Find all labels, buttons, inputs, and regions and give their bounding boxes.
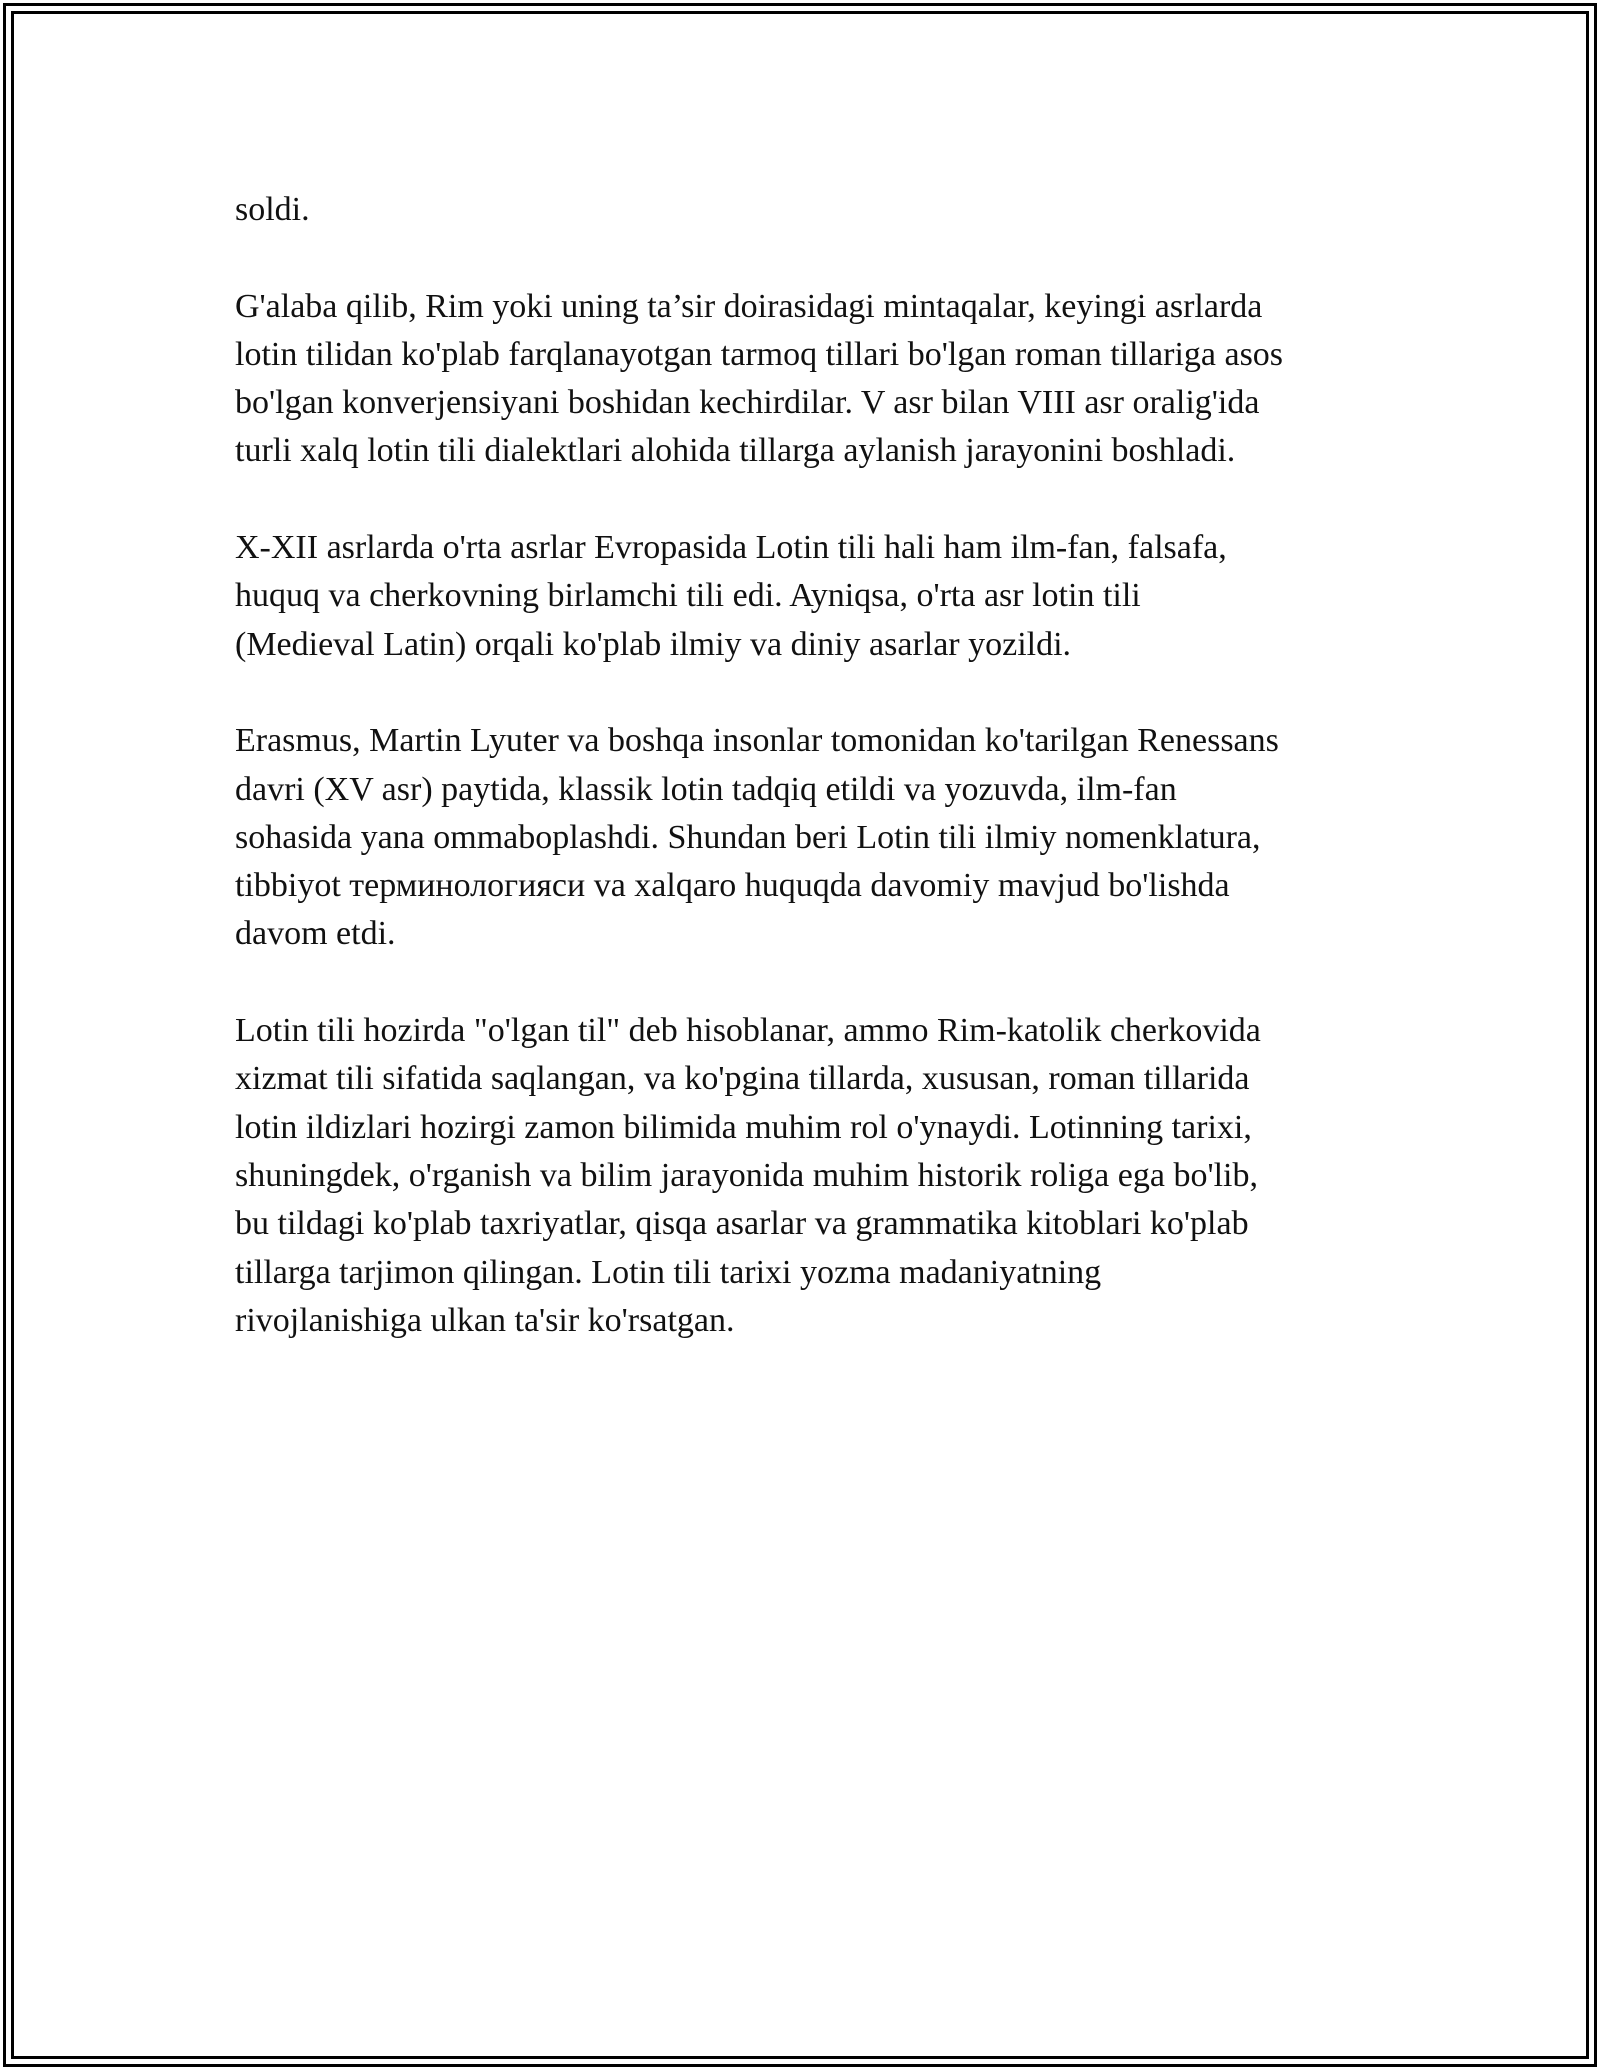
paragraph-4 [235, 717, 1385, 958]
text-line: bo'lgan konverjensiyani boshidan kechirdilar. V asr bilan VIII asr oralig'ida [235, 384, 1260, 422]
text-line: xizmat tili sifatida saqlangan, va ko'pgina tillarda, xususan, roman tillarida [235, 1060, 1250, 1098]
text-line: Erasmus, Martin Lyuter va boshqa insonlar tomonidan ko'tarilgan Renessans [235, 722, 1279, 760]
document-body [235, 186, 1385, 1393]
text-line: soldi. [235, 191, 310, 228]
text-line: shuningdek, o'rganish va bilim jarayonida muhim historik roliga ega bo'lib, [235, 1156, 1258, 1194]
text-line: (Medieval Latin) orqali ko'plab ilmiy va diniy asarlar yozildi. [235, 625, 1072, 663]
text-line: davri (XV asr) paytida, klassik lotin tadqiq etildi va yozuvda, ilm-fan [235, 770, 1177, 808]
text-line: bu tildagi ko'plab taxriyatlar, qisqa asarlar va grammatika kitoblari ko'plab [235, 1205, 1249, 1243]
paragraph-1 [235, 186, 1385, 234]
paragraph-3 [235, 524, 1385, 669]
text-line: G'alaba qilib, Rim yoki uning ta’sir doirasidagi mintaqalar, keyingi asrlarda [235, 287, 1263, 325]
text-line: X-XII asrlarda o'rta asrlar Evropasida Lotin tili hali ham ilm-fan, falsafa, [235, 529, 1227, 567]
text-line: turli xalq lotin tili dialektlari alohida tillarga aylanish jarayonini boshladi. [235, 432, 1236, 470]
text-line: rivojlanishiga ulkan ta'sir ko'rsatgan. [235, 1301, 735, 1339]
text-line: lotin ildizlari hozirgi zamon bilimida muhim rol o'ynaydi. Lotinning tarixi, [235, 1108, 1252, 1146]
text-line: Lotin tili hozirda "o'lgan til" deb hisoblanar, ammo Rim-katolik cherkovida [235, 1012, 1261, 1050]
text-line: davom etdi. [235, 915, 396, 953]
text-line: tibbiyot терминологияси va xalqaro huquqda davomiy mavjud bo'lishda [235, 867, 1230, 905]
text-line: lotin tilidan ko'plab farqlanayotgan tarmoq tillari bo'lgan roman tillariga asos [235, 335, 1284, 373]
text-line: sohasida yana ommaboplashdi. Shundan beri Lotin tili ilmiy nomenklatura, [235, 818, 1261, 856]
paragraph-5 [235, 1007, 1385, 1345]
paragraph-2 [235, 283, 1385, 476]
text-line: tillarga tarjimon qilingan. Lotin tili tarixi yozma madaniyatning [235, 1253, 1102, 1291]
text-line: huquq va cherkovning birlamchi tili edi. Ayniqsa, o'rta asr lotin tili [235, 577, 1141, 615]
